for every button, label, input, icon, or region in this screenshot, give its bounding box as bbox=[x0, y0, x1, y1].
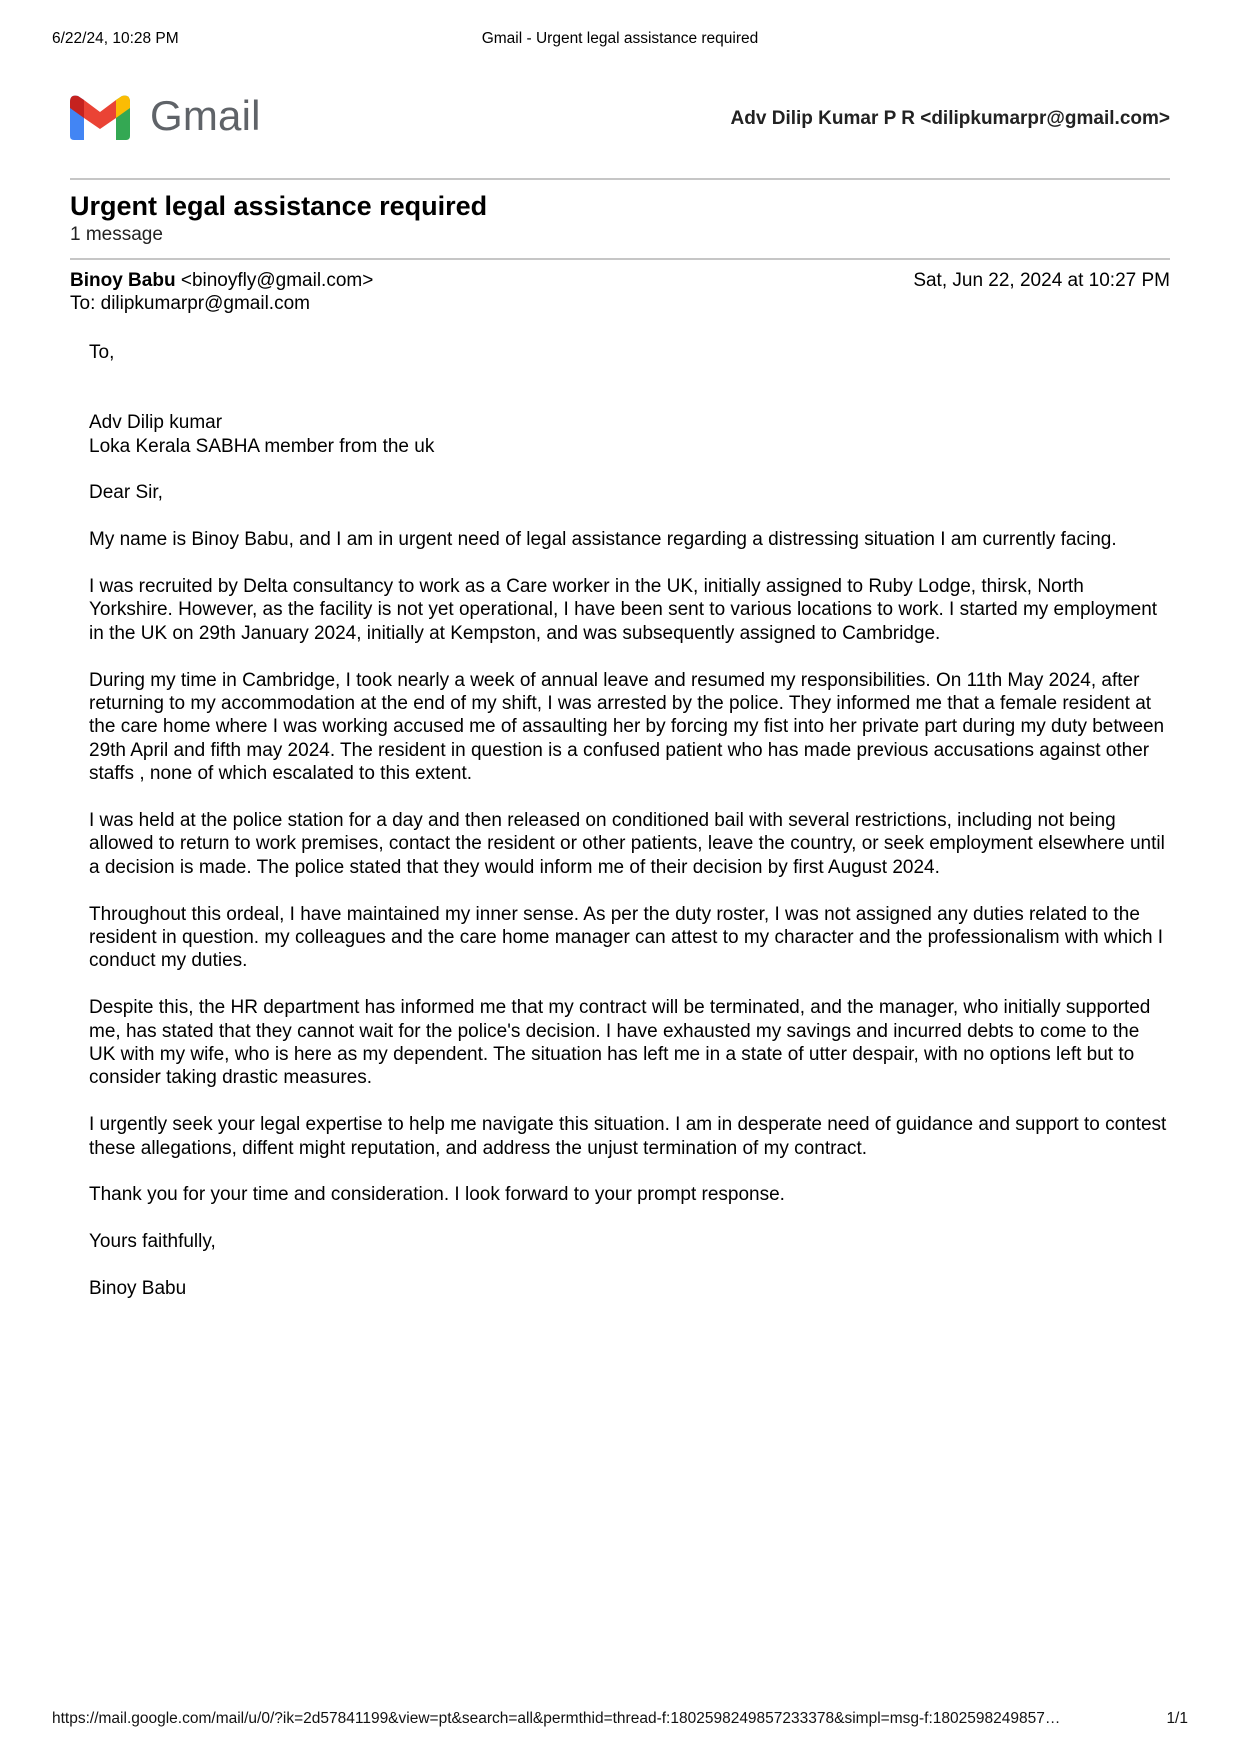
sent-date: Sat, Jun 22, 2024 at 10:27 PM bbox=[913, 270, 1170, 291]
print-doc-title: Gmail - Urgent legal assistance required bbox=[481, 30, 759, 47]
paragraph-6: Despite this, the HR department has informed me that my contract will be terminated, and the manager, who initially supported me, has stated that they cannot wait for the police's decision. I have exhausted my savings and incurred debts to come to the UK with my wife, who is here as my dependent. The situation has left me in a state of utter despair, with no options left but to consider taking drastic measures. bbox=[89, 997, 1151, 1089]
message-body bbox=[89, 341, 1169, 1300]
sender-name: Binoy Babu bbox=[70, 270, 176, 291]
print-header bbox=[52, 30, 1188, 50]
paragraph-4: I was held at the police station for a day and then released on conditioned bail with several restrictions, including not being allowed to return to work premises, contact the resident or other patients, leave the country, or seek employment elsewhere until a decision is made. The police stated that they would inform me of their decision by first August 2024. bbox=[89, 810, 1165, 878]
account-identity: Adv Dilip Kumar P R <dilipkumarpr@gmail.com> bbox=[730, 108, 1170, 129]
recipient-title: Loka Kerala SABHA member from the uk bbox=[89, 435, 435, 457]
recipient-name: Adv Dilip kumar bbox=[89, 412, 223, 434]
paragraph-3: During my time in Cambridge, I took nearly a week of annual leave and resumed my responsibilities. On 11th May 2024, after returning to my accommodation at the end of my shift, I was arrested by the police. They informed me that a female resident at the care home where I was working accused me of assaulting her by forcing my fist into her private part during my duty between 29th April and fifth may 2024. The resident in question is a confused patient who has made previous accusations against other staffs , none of which escalated to this extent. bbox=[89, 669, 1165, 785]
gmail-logo-icon bbox=[70, 94, 134, 144]
print-url: https://mail.google.com/mail/u/0/?ik=2d57841199&view=pt&search=all&permthid=thread-f:1802598249857233378&simpl=msg-f:1802598249857… bbox=[52, 1710, 1061, 1727]
closing: Yours faithfully, bbox=[89, 1231, 216, 1253]
signature: Binoy Babu bbox=[89, 1278, 187, 1300]
greeting: Dear Sir, bbox=[89, 482, 163, 504]
brand-row bbox=[70, 88, 1170, 148]
paragraph-5: Throughout this ordeal, I have maintained my inner sense. As per the duty roster, I was not assigned any duties related to the resident in question. my colleagues and the care home manager can attest to my character and the professionalism with which I conduct my duties. bbox=[89, 903, 1164, 972]
recipient-line: To: dilipkumarpr@gmail.com bbox=[70, 293, 310, 314]
paragraph-7: I urgently seek your legal expertise to help me navigate this situation. I am in desperate need of guidance and support to contest these allegations, diffent might reputation, and address the unjust termination of my contract. bbox=[89, 1114, 1167, 1159]
thread-subject: Urgent legal assistance required bbox=[70, 191, 488, 221]
paragraph-2: I was recruited by Delta consultancy to work as a Care worker in the UK, initially assigned to Ruby Lodge, thirsk, North Yorkshire. However, as the facility is not yet operational, I have been sent to various locations to work. I started my employment in the UK on 29th January 2024, initially at Kempston, and was subsequently assigned to Cambridge. bbox=[89, 576, 1158, 644]
print-datetime: 6/22/24, 10:28 PM bbox=[52, 30, 179, 47]
paragraph-1: My name is Binoy Babu, and I am in urgent need of legal assistance regarding a distressing situation I am currently facing. bbox=[89, 529, 1117, 551]
message-count: 1 message bbox=[70, 224, 163, 245]
sender-email: <binoyfly@gmail.com> bbox=[180, 270, 374, 291]
header-divider bbox=[70, 178, 1170, 180]
gmail-wordmark: Gmail bbox=[150, 92, 261, 139]
print-footer bbox=[52, 1710, 1188, 1730]
sender-row bbox=[70, 270, 1170, 292]
paragraph-8: Thank you for your time and consideration. I look forward to your prompt response. bbox=[89, 1184, 785, 1206]
page-number: 1/1 bbox=[1166, 1710, 1188, 1727]
subject-divider bbox=[70, 258, 1170, 260]
salutation-to: To, bbox=[89, 342, 115, 363]
